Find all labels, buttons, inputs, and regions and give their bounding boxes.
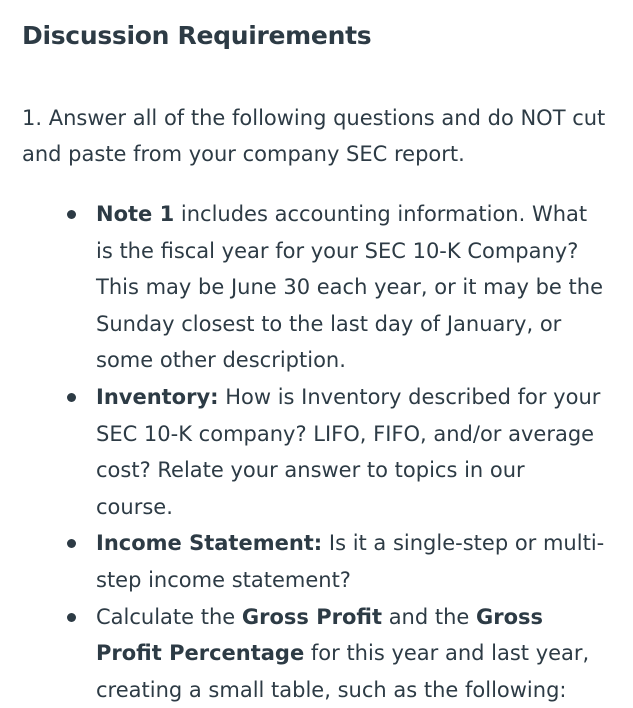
bullet-icon [67, 393, 76, 402]
bold-label: Income Statement: [96, 531, 323, 556]
item-text: for this year and last year, creating a small table, such as the following: [96, 641, 590, 702]
bullet-icon [67, 539, 76, 548]
list-item-income-statement [22, 525, 606, 598]
page-title: Discussion Requirements [22, 21, 372, 50]
list-item-fiscal-year [22, 196, 606, 379]
list-item-gross-profit [22, 599, 606, 708]
bold-term-gross-profit: Gross Profit [241, 604, 383, 629]
bullet-icon [67, 613, 76, 622]
bold-term-gross-profit-percentage: Gross Profit Percentage [96, 604, 544, 666]
requirements-list [22, 196, 622, 708]
item-text: How is Inventory described for your SEC 10-K company? LIFO, FIFO, and/or average cost? Relate your answer to topics in our course. [96, 384, 601, 519]
bold-label: Note 1 [96, 202, 175, 226]
bold-label: Inventory: [96, 384, 219, 409]
bullet-icon [67, 210, 76, 219]
intro-instruction: 1. Answer all of the following questions and do NOT cut and paste from your company SEC report. [22, 106, 606, 166]
discussion-document [22, 0, 622, 708]
item-text: and the [382, 604, 477, 629]
list-item-inventory [22, 379, 606, 525]
item-text: Calculate the [96, 604, 242, 629]
item-text: includes accounting information. What is the fiscal year for your SEC 10-K Company? This may be June 30 each year, or it may be the Sunday closest to the last day of January, or some other description. [96, 202, 603, 373]
item-text: Is it a single-step or multi-step income statement? [96, 531, 605, 592]
